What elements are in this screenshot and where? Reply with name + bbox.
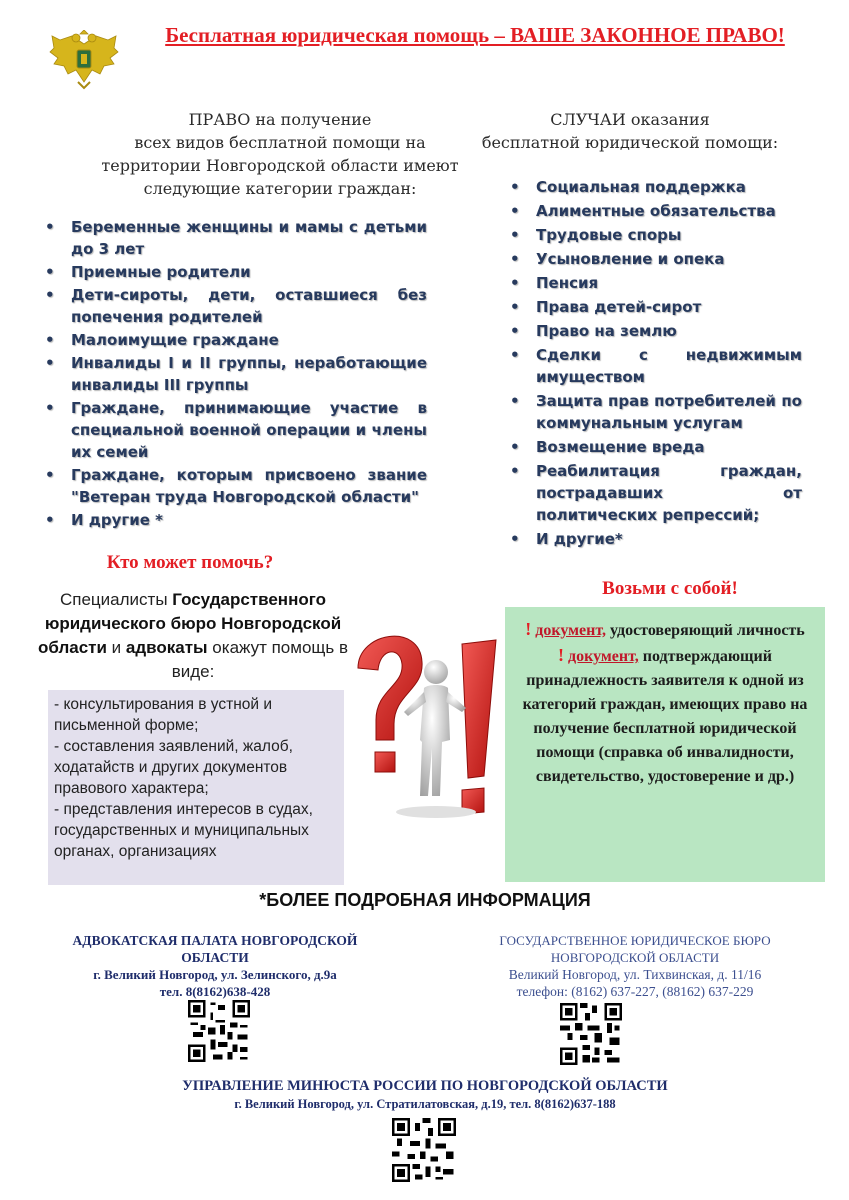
list-item: • Дети-сироты, дети, оставшиеся без попечения родителей: [45, 284, 427, 328]
eagle-emblem-icon: [48, 30, 120, 90]
list-item: • Беременные женщины и мамы с детьми до 3 лет: [45, 216, 427, 260]
list-item: • Защита прав потребителей по коммунальным услугам: [510, 390, 802, 434]
exclamation-icon: !: [525, 619, 532, 639]
who-can-help-heading: Кто может помочь?: [106, 552, 274, 573]
question-exclamation-figure-icon: [350, 620, 505, 835]
list-item: • Сделки с недвижимым имуществом: [510, 344, 802, 388]
list-item: • Граждане, принимающие участие в специальной военной операции и члены их семей: [45, 397, 427, 463]
list-item: • Граждане, которым присвоено звание "Ветеран труда Новгородской области": [45, 464, 427, 508]
list-item: • Трудовые споры: [510, 224, 802, 246]
qr-code-icon[interactable]: [188, 1000, 250, 1062]
service-item: - консультирования в устной и письменной форме;: [54, 696, 273, 734]
list-item: • Права детей-сирот: [510, 296, 802, 318]
list-item: • Пенсия: [510, 272, 802, 294]
list-item: • Инвалиды I и II группы, неработающие инвалиды III группы: [45, 352, 427, 396]
help-cases-list: [510, 176, 802, 552]
list-item: • Реабилитация граждан, пострадавших от политических репрессий;: [510, 460, 802, 526]
service-item: - представления интересов в судах, государственных и муниципальных органах, организациях: [54, 801, 313, 860]
document-requirement: ! документ, удостоверяющий личность: [525, 619, 805, 639]
specialists-intro: Специалисты Государственного юридического бюро Новгородской области и адвокаты окажут помощь в виде:: [38, 590, 348, 681]
more-info-heading: *БОЛЕЕ ПОДРОБНАЯ ИНФОРМАЦИЯ: [259, 890, 591, 910]
exclamation-icon: !: [558, 645, 565, 665]
list-item: • Приемные родители: [45, 261, 427, 283]
document-requirement: ! документ, подтверждающий принадлежность заявителя к одной из категорий граждан, имеющих право на получение бесплатной юридической помощи (справка об инвалидности, свидетельство, удостоверение и др.): [522, 645, 808, 785]
list-item: • Алиментные обязательства: [510, 200, 802, 222]
ministry-contacts: УПРАВЛЕНИЕ МИНЮСТА РОССИИ ПО НОВГОРОДСКОЙ ОБЛАСТИ г. Великий Новгород, ул. Стратилатовская, д.19, тел. 8(8162)637-188: [182, 1078, 668, 1111]
list-item: • Право на землю: [510, 320, 802, 342]
list-item: • И другие *: [45, 509, 427, 531]
legal-bureau-contacts: ГОСУДАРСТВЕННОЕ ЮРИДИЧЕСКОЕ БЮРО НОВГОРОДСКОЙ ОБЛАСТИ Великий Новгород, ул. Тихвинская, д. 11/16 телефон: (8162) 637-227, (88162) 637-229: [499, 933, 771, 999]
list-item: • Усыновление и опека: [510, 248, 802, 270]
list-item: • И другие*: [510, 528, 802, 550]
take-with-you-heading: Возьми с собой!: [602, 578, 738, 599]
service-item: - составления заявлений, жалоб, ходатайств и других документов правового характера;: [54, 738, 293, 797]
services-box: [48, 690, 344, 885]
list-item: • Социальная поддержка: [510, 176, 802, 198]
list-item: • Малоимущие граждане: [45, 329, 427, 351]
eligible-categories-list: [45, 216, 427, 532]
page-title: Бесплатная юридическая помощь – ВАШЕ ЗАКОННОЕ ПРАВО!: [165, 23, 785, 47]
required-documents-box: [505, 607, 825, 882]
help-cases-heading: СЛУЧАИ оказания бесплатной юридической помощи:: [481, 110, 779, 152]
qr-code-icon[interactable]: [560, 1003, 622, 1065]
list-item: • Возмещение вреда: [510, 436, 802, 458]
eligible-categories-heading: ПРАВО на получение всех видов бесплатной помощи на территории Новгородской области имеют следующие категории граждан:: [101, 110, 459, 198]
bar-association-contacts: АДВОКАТСКАЯ ПАЛАТА НОВГОРОДСКОЙ ОБЛАСТИ г. Великий Новгород, ул. Зелинского, д.9а тел. 8(8162)638-428: [72, 933, 358, 999]
qr-code-icon[interactable]: [392, 1118, 456, 1182]
